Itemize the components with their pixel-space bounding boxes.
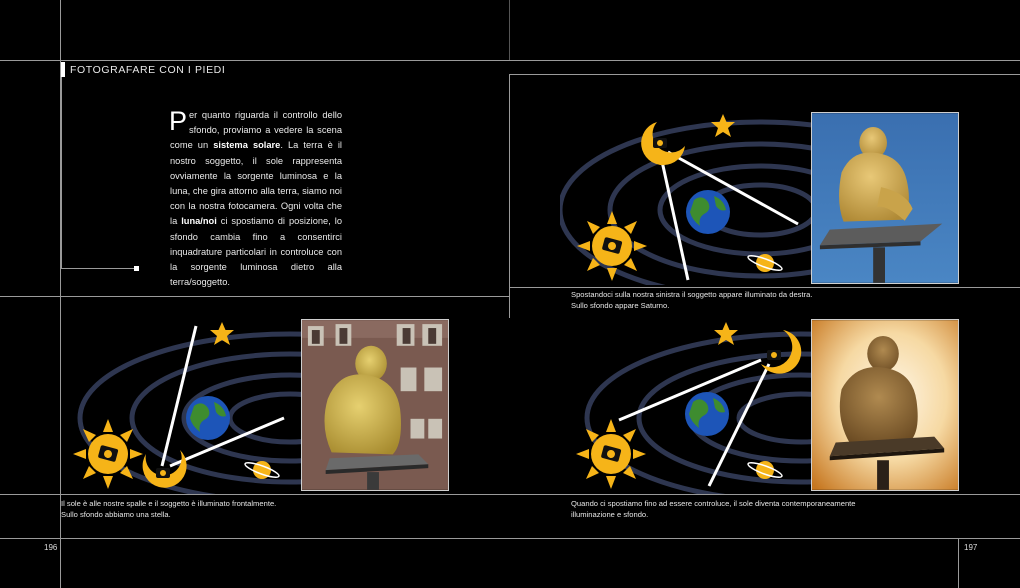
caption-bottom-right xyxy=(571,498,991,520)
sun-icon xyxy=(577,211,647,281)
caption-top-right-line2: Sullo sfondo appare Saturno. xyxy=(571,301,670,310)
horizontal-rule-right-panel xyxy=(509,74,1020,75)
earth-icon xyxy=(186,396,230,440)
bracket-corner-square xyxy=(134,266,139,271)
photo-statue-blue-sky xyxy=(811,112,959,284)
sun-icon xyxy=(73,419,143,489)
photo-statue-building xyxy=(301,319,449,491)
caption-bottom-left-line2: Sullo sfondo abbiamo una stella. xyxy=(61,510,171,519)
page-number-left: 196 xyxy=(44,543,58,552)
saturn-icon xyxy=(747,253,784,273)
photo-statue-backlit xyxy=(811,319,959,491)
vertical-rule-right xyxy=(958,538,959,588)
earth-icon xyxy=(685,392,729,436)
caption-bottom-right-line1: Quando ci spostiamo fino ad essere controluce, il sole diventa contemporaneamente xyxy=(571,499,856,508)
page-number-right: 197 xyxy=(964,543,978,552)
caption-bottom-left-line1: Il sole è alle nostre spalle e il soggetto è illuminato frontalmente. xyxy=(61,499,277,508)
intro-paragraph xyxy=(170,108,342,290)
bracket-vertical xyxy=(61,62,62,269)
horizontal-rule-mid xyxy=(0,296,509,297)
earth-icon xyxy=(686,190,730,234)
intro-bold-2: luna/noi xyxy=(181,216,217,227)
caption-bottom-left xyxy=(61,498,481,520)
intro-bold-1: sistema solare xyxy=(213,140,281,151)
intro-text-2: . La terra è il nostro soggetto, il sole rappresenta ovviamente la sorgente luminosa e la luna, che gira attorno alla terra, siamo noi con la nostra fotocamera. Ogni volta che la xyxy=(170,140,342,227)
section-title: FOTOGRAFARE CON I PIEDI xyxy=(70,64,226,76)
vertical-rule-right-panel xyxy=(509,74,510,318)
horizontal-rule-bottom-captions xyxy=(0,494,1020,495)
sun-icon xyxy=(576,419,646,489)
intro-text-1: er quanto riguarda il controllo dello sfondo, proviamo a vedere la scena come un xyxy=(170,110,342,151)
caption-top-right xyxy=(571,289,991,311)
title-marker xyxy=(61,62,65,77)
horizontal-rule-top xyxy=(0,60,1020,61)
horizontal-rule-caption-right xyxy=(509,287,1020,288)
solar-diagram-backlight xyxy=(565,318,813,494)
bracket-horizontal xyxy=(61,268,137,269)
horizontal-rule-footer xyxy=(0,538,1020,539)
solar-diagram-front xyxy=(70,318,302,494)
caption-bottom-right-line2: illuminazione e sfondo. xyxy=(571,510,649,519)
intro-text-3: ci spostiamo di posizione, lo sfondo cambia fino a consentirci inquadrature particolari in controluce con la sorgente luminosa dietro alla terra/soggetto. xyxy=(170,216,342,288)
gutter-rule-top xyxy=(509,0,510,60)
solar-diagram-side xyxy=(560,100,820,285)
drop-cap: P xyxy=(169,106,188,136)
caption-top-right-line1: Spostandoci sulla nostra sinistra il soggetto appare illuminato da destra. xyxy=(571,290,813,299)
